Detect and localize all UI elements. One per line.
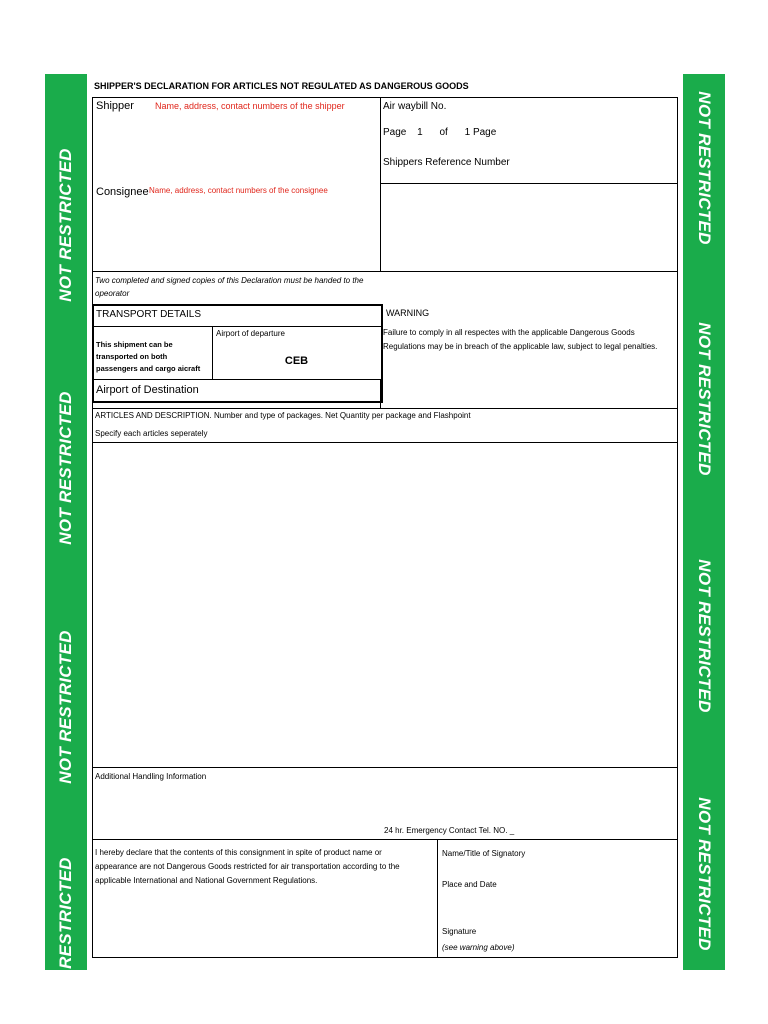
signature-label: Signature [442,927,477,936]
signatory-label: Name/Title of Signatory [442,849,526,858]
page-indicator: Page 1 of 1 Page [383,127,497,138]
side-label: NOT RESTRICTED [695,797,714,951]
shipper-reference-label: Shippers Reference Number [383,157,510,168]
form-title: SHIPPER'S DECLARATION FOR ARTICLES NOT REGULATED AS DANGEROUS GOODS [94,81,469,91]
consignee-label: Consignee [96,186,149,198]
transport-details-box [92,304,383,403]
place-date-label: Place and Date [442,880,497,889]
consignee-hint: Name, address, contact numbers of the consignee [149,186,328,195]
signature-note: (see warning above) [442,943,515,952]
articles-subheading: Specify each articles seperately [95,429,208,438]
right-side-band [683,74,725,970]
warning-text: Failure to comply in all respectes with the applicable Dangerous Goods Regulations may be in breach of the applicable law, subject to legal penalties. [383,328,658,351]
shipper-label: Shipper [96,100,134,112]
air-waybill-label: Air waybill No. [383,101,447,112]
side-label: NOT RESTRICTED [695,322,714,476]
side-label: NOT RESTRICTED [695,91,714,245]
side-label: NOT RESTRICTED [695,559,714,713]
left-side-band [45,74,87,1011]
additional-handling-label: Additional Handling Information [95,772,207,781]
transport-details-title: TRANSPORT DETAILS [96,309,202,320]
side-label: NOT RESTRICTED [56,391,75,545]
side-label: NOT RESTRICTED [56,630,75,784]
shipper-hint: Name, address, contact numbers of the shipper [155,101,345,111]
shipment-aircraft-note: This shipment can be transported on both passengers and cargo aicraft [96,340,201,373]
side-label: NOT RESTRICTED [56,148,75,302]
declaration-form [87,74,683,970]
articles-heading: ARTICLES AND DESCRIPTION. Number and type of packages. Net Quantity per package and Flashpoint [95,411,471,420]
destination-airport-label: Airport of Destination [96,384,199,396]
declaration-text: I hereby declare that the contents of this consignment in spite of product name or appearance are not Dangerous Goods restricted for air transportation according to the applicable International and National Government Regulations. [95,848,400,885]
side-label: NOT RESTRICTED [56,857,75,1011]
departure-airport-label: Airport of departure [216,329,285,338]
copies-note: Two completed and signed copies of this Declaration must be handed to the opeorator [95,276,364,298]
warning-title: WARNING [386,308,430,318]
articles-description-area[interactable] [93,443,676,766]
emergency-contact-label: 24 hr. Emergency Contact Tel. NO. _ [384,826,515,835]
departure-airport-value: CEB [284,355,309,367]
